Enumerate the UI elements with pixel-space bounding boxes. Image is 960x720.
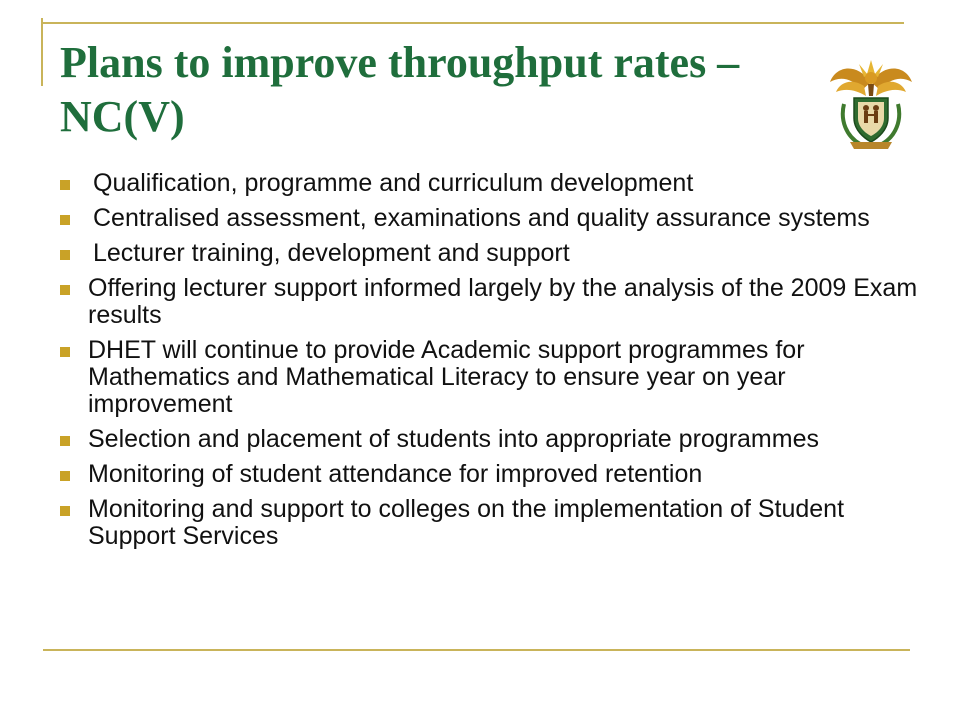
- bullet-text: DHET will continue to provide Academic support programmes for Mathematics and Mathematical Literacy to ensure year on year improvement: [88, 336, 805, 418]
- coat-of-arms-icon: [826, 52, 916, 152]
- bullet-marker: [60, 347, 70, 357]
- bullet-text: Monitoring and support to colleges on the implementation of Student Support Services: [88, 495, 845, 550]
- bullet-item: [60, 496, 930, 550]
- bullet-text: Lecturer training, development and support: [93, 239, 570, 267]
- bullet-item: [60, 337, 930, 418]
- bullet-text: Qualification, programme and curriculum development: [93, 169, 694, 197]
- slide-title: Plans to improve throughput rates – NC(V): [60, 38, 740, 141]
- bullet-item: [60, 205, 930, 232]
- bullet-text: Monitoring of student attendance for improved retention: [88, 460, 703, 488]
- bullet-text: Centralised assessment, examinations and quality assurance systems: [93, 204, 870, 232]
- bullet-item: [60, 461, 930, 488]
- bullet-item: [60, 170, 930, 197]
- bullet-item: [60, 275, 930, 329]
- bullet-marker: [60, 250, 70, 260]
- bullet-marker: [60, 471, 70, 481]
- left-border-line: [41, 18, 43, 86]
- bullet-marker: [60, 215, 70, 225]
- bullet-text: Selection and placement of students into appropriate programmes: [88, 425, 819, 453]
- bullet-marker: [60, 506, 70, 516]
- bottom-border-line: [43, 649, 910, 651]
- bullet-item: [60, 240, 930, 267]
- bullet-marker: [60, 285, 70, 295]
- bullet-marker: [60, 180, 70, 190]
- bullet-text: Offering lecturer support informed largely by the analysis of the 2009 Exam results: [88, 274, 918, 329]
- top-border-line: [43, 22, 904, 24]
- bullet-marker: [60, 436, 70, 446]
- bullet-list: [60, 170, 930, 558]
- bullet-item: [60, 426, 930, 453]
